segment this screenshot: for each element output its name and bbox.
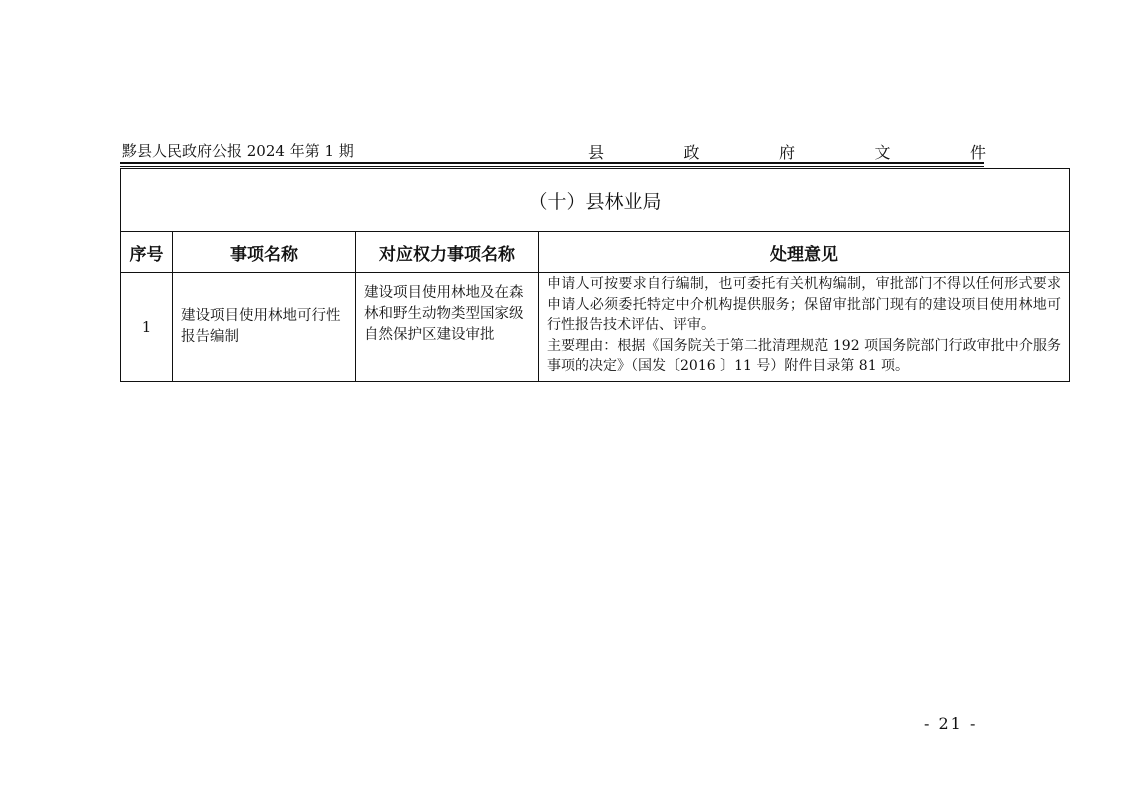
section-header <box>588 140 986 163</box>
table-header-row <box>121 232 1070 273</box>
section-char: 件 <box>969 143 986 162</box>
column-header-item-name: 事项名称 <box>173 232 356 273</box>
table-title: （十）县林业局 <box>121 169 1070 232</box>
table-title-row <box>121 169 1070 232</box>
row-reason: 主要理由：根据《国务院关于第二批清理规范 192 项国务院部门行政审批中介服务事项的决定》（国发〔2016 〕11 号）附件目录第 81 项。 <box>547 337 1062 374</box>
header-rule-thick <box>120 162 984 164</box>
row-power-item: 建设项目使用林地及在森林和野生动物类型国家级自然保护区建设审批 <box>356 273 539 382</box>
page-number: - 21 - <box>924 714 978 733</box>
section-char: 府 <box>778 143 795 162</box>
section-char: 政 <box>683 143 700 162</box>
row-opinion: 申请人可按要求自行编制，也可委托有关机构编制，审批部门不得以任何形式要求申请人必须委托特定中介机构提供服务；保留审批部门现有的建设项目使用林地可行性报告技术评估、评审。 <box>547 276 1062 333</box>
column-header-power-item: 对应权力事项名称 <box>356 232 539 273</box>
column-header-opinion: 处理意见 <box>539 232 1070 273</box>
row-index: 1 <box>121 273 173 382</box>
table-row <box>121 273 1070 382</box>
row-opinion-cell <box>539 273 1070 382</box>
publication-header: 黟县人民政府公报 2024 年第 1 期 <box>122 142 354 160</box>
section-char: 文 <box>874 143 891 162</box>
column-header-index: 序号 <box>121 232 173 273</box>
section-char: 县 <box>588 143 605 162</box>
service-items-table <box>120 168 1070 382</box>
row-item-name: 建设项目使用林地可行性报告编制 <box>173 273 356 382</box>
header-rule-thin <box>120 166 984 167</box>
